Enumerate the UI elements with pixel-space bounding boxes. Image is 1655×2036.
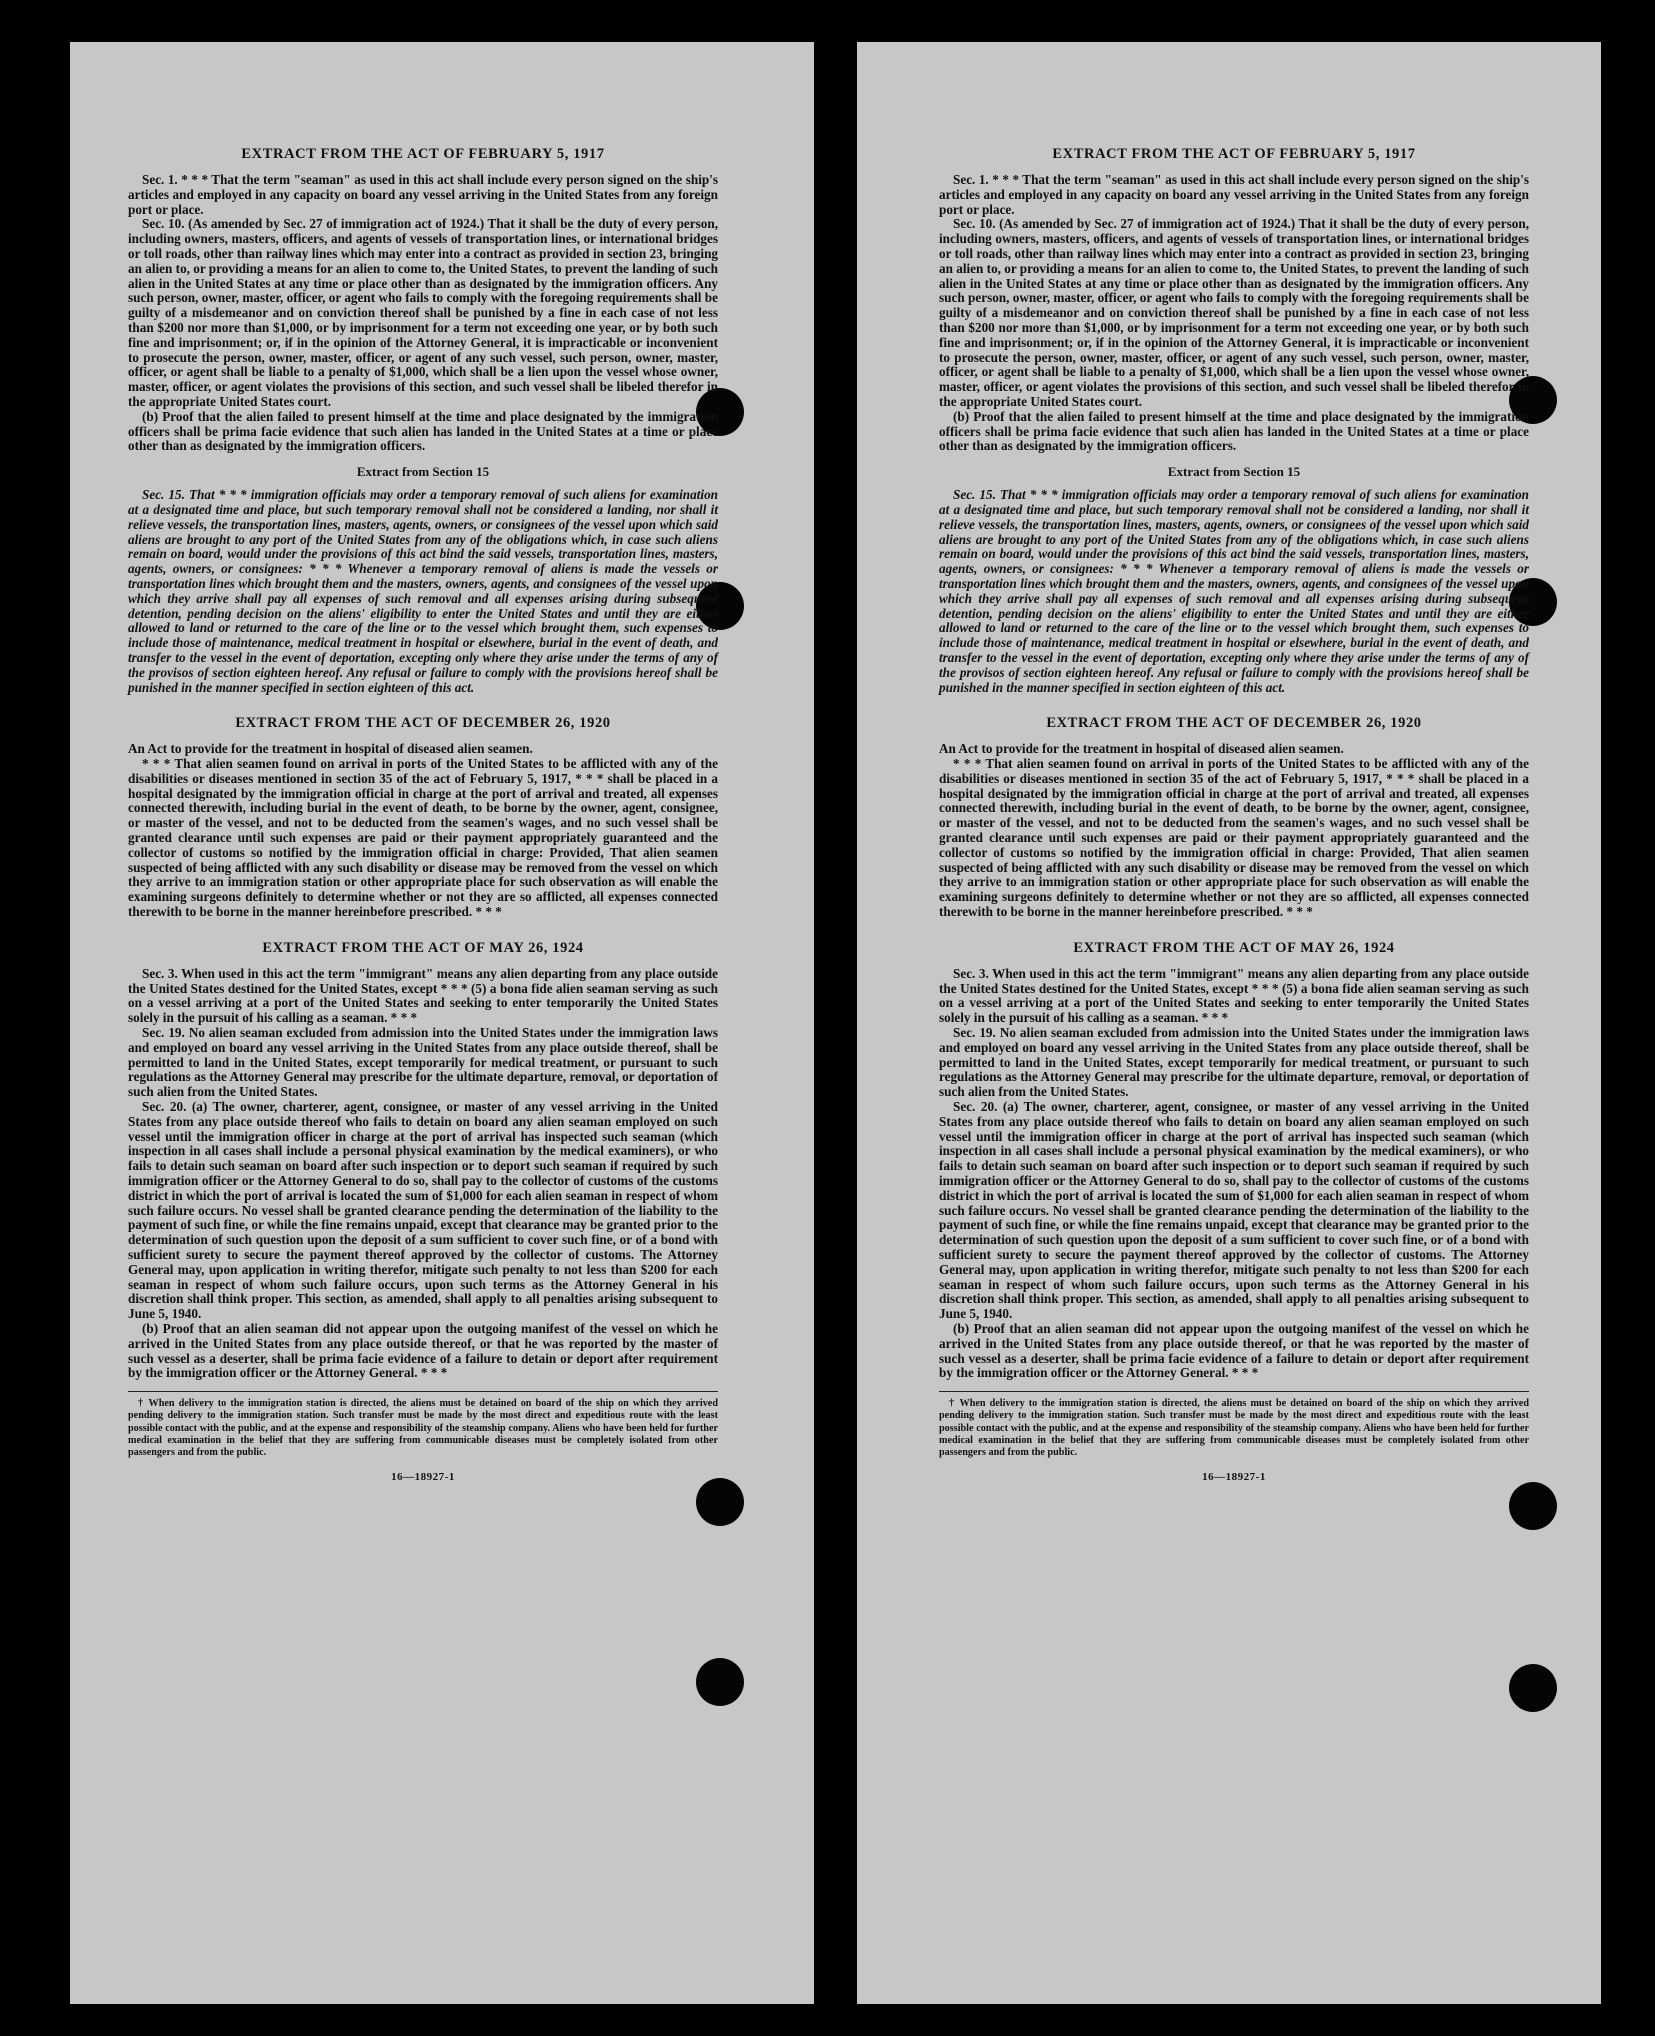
heading-act-1917: EXTRACT FROM THE ACT OF FEBRUARY 5, 1917	[241, 146, 605, 162]
subheading-section-15: Extract from Section 15	[356, 464, 490, 480]
footnote-rule	[128, 1391, 718, 1392]
form-code: 16—18927-1	[1202, 1471, 1266, 1484]
footnote: † When delivery to the immigration station is directed, the aliens must be detained on board of the ship on which they arrived pending delivery to the immigration station. Such transfer must be made by the most direct and expeditious route with the least possible contact with the public, and at the expense and responsibility of the steamship company. Aliens who have been held for further medical examination in the belief that they are suffering from communicable diseases must be completely isolated from other passengers and from the public.	[939, 1398, 1529, 1458]
paragraph-sec-10: Sec. 10. (As amended by Sec. 27 of immigration act of 1924.) That it shall be the duty of every person, including owners, masters, officers, and agents of vessels of transportation lines, or international bridges or toll roads, other than railway lines which may enter into a contract as provided in section 23, bringing an alien to, or providing a means for an alien to come to, the United States, to prevent the landing of such alien in the United States at any time or place other than as designated by the immigration officers. Any such person, owner, master, officer, or agent who fails to comply with the foregoing requirements shall be guilty of a misdemeanor and on conviction thereof shall be punished by a fine in each case of not less than $200 nor more than $1,000, or by imprisonment for a term not exceeding one year, or by both such fine and imprisonment; or, if in the opinion of the Attorney General, it is impracticable or inconvenient to prosecute the person, owner, master, officer, or agent of any such vessel, such person, owner, master, officer, or agent shall be liable to a penalty of $1,000, which shall be a lien upon the vessel whose owner, master, officer, or agent violates the provisions of this section, and such vessel shall be libeled therefor in the appropriate United States court.	[128, 216, 718, 409]
punch-hole	[1509, 1482, 1557, 1530]
paragraph-sec-1: Sec. 1. * * * That the term "seaman" as used in this act shall include every person signed on the ship's articles and employed in any capacity on board any vessel arriving in the United States from any foreign port or place.	[128, 172, 718, 217]
heading-act-1920: EXTRACT FROM THE ACT OF DECEMBER 26, 1920	[1046, 715, 1422, 732]
paragraph-sec-20b: (b) Proof that an alien seaman did not appear upon the outgoing manifest of the vessel on which he arrived in the United States from any place outside thereof, or that he was reported by the master of such vessel as a deserter, shall be prima facie evidence of a failure to detain or deport after requirement by the immigration officer or the Attorney General. * * *	[939, 1320, 1529, 1381]
paragraph-sec-1: Sec. 1. * * * That the term "seaman" as used in this act shall include every person signed on the ship's articles and employed in any capacity on board any vessel arriving in the United States from any foreign port or place.	[939, 172, 1529, 217]
subheading-section-15: Extract from Section 15	[1167, 464, 1301, 480]
paragraph-sec-19: Sec. 19. No alien seaman excluded from admission into the United States under the immigration laws and employed on board any vessel arriving in the United States from any place outside thereof, shall be permitted to land in the United States, except temporarily for medical treatment, or pursuant to such regulations as the Attorney General may prescribe for the ultimate departure, removal, or deportation of such alien from the United States.	[128, 1025, 718, 1100]
paragraph-sec-10: Sec. 10. (As amended by Sec. 27 of immigration act of 1924.) That it shall be the duty of every person, including owners, masters, officers, and agents of vessels of transportation lines, or international bridges or toll roads, other than railway lines which may enter into a contract as provided in section 23, bringing an alien to, or providing a means for an alien to come to, the United States, to prevent the landing of such alien in the United States at any time or place other than as designated by the immigration officers. Any such person, owner, master, officer, or agent who fails to comply with the foregoing requirements shall be guilty of a misdemeanor and on conviction thereof shall be punished by a fine in each case of not less than $200 nor more than $1,000, or by imprisonment for a term not exceeding one year, or by both such fine and imprisonment; or, if in the opinion of the Attorney General, it is impracticable or inconvenient to prosecute the person, owner, master, officer, or agent of any such vessel, such person, owner, master, officer, or agent shall be liable to a penalty of $1,000, which shall be a lien upon the vessel whose owner, master, officer, or agent violates the provisions of this section, and such vessel shall be libeled therefor in the appropriate United States court.	[939, 216, 1529, 409]
heading-act-1917: EXTRACT FROM THE ACT OF FEBRUARY 5, 1917	[1052, 146, 1416, 162]
paragraph-sec-20b: (b) Proof that an alien seaman did not appear upon the outgoing manifest of the vessel on which he arrived in the United States from any place outside thereof, or that he was reported by the master of such vessel as a deserter, shall be prima facie evidence of a failure to detain or deport after requirement by the immigration officer or the Attorney General. * * *	[128, 1320, 718, 1381]
paragraph-sec-10b: (b) Proof that the alien failed to present himself at the time and place designated by the immigration officers shall be prima facie evidence that such alien has landed in the United States at a time or place other than as designated by the immigration officers.	[128, 408, 718, 454]
paragraph-1920-body: * * * That alien seamen found on arrival in ports of the United States to be afflicted with any of the disabilities or diseases mentioned in section 35 of the act of February 5, 1917, * * * shall be placed in a hospital designated by the immigration official in charge at the port of arrival and treated, all expenses connected therewith, including burial in the event of death, to be borne by the owner, agent, consignee, or master of the vessel, and not to be deducted from the seamen's wages, and no such vessel shall be granted clearance until such expenses are paid or their payment appropriately guaranteed and the collector of customs so notified by the immigration official in charge: Provided, That alien seamen suspected of being afflicted with any such disability or disease may be removed from the vessel on which they arrive to an immigration station or other appropriate place for such observation as will enable the examining surgeons definitely to determine whether or not they are so afflicted, all expenses connected therewith to be borne in the manner hereinbefore prescribed. * * *	[128, 756, 718, 920]
heading-act-1924: EXTRACT FROM THE ACT OF MAY 26, 1924	[262, 939, 584, 956]
paragraph-sec-15: Sec. 15. That * * * immigration officials may order a temporary removal of such aliens for examination at a designated time and place, but such temporary removal shall not be considered a landing, nor shall it relieve vessels, the transportation lines, masters, agents, owners, or consignees of the vessel upon which said aliens are brought to any port of the United States from any of the obligations which, in case such aliens remain on board, would under the provisions of this act bind the said vessels, transportation lines, masters, agents, owners, or consignees: * * * Whenever a temporary removal of aliens is made the vessels or transportation lines which brought them and the masters, owners, agents, and consignees of the vessel upon which they arrive shall pay all expenses of such removal and all expenses arising during subsequent detention, pending decision on the aliens' eligibility to enter the United States and until they are either allowed to land or returned to the care of the line or to the vessel which brought them, such expenses to include those of maintenance, medical treatment in hospital or elsewhere, burial in the event of death, and transfer to the vessel in the event of deportation, excepting only where they arise under the terms of any of the provisos of section eighteen hereof. Any refusal or failure to comply with the provisions hereof shall be punished in the manner specified in section eighteen of this act.	[128, 487, 718, 695]
paragraph-sec-15: Sec. 15. That * * * immigration officials may order a temporary removal of such aliens for examination at a designated time and place, but such temporary removal shall not be considered a landing, nor shall it relieve vessels, the transportation lines, masters, agents, owners, or consignees of the vessel upon which said aliens are brought to any port of the United States from any of the obligations which, in case such aliens remain on board, would under the provisions of this act bind the said vessels, transportation lines, masters, agents, owners, or consignees: * * * Whenever a temporary removal of aliens is made the vessels or transportation lines which brought them and the masters, owners, agents, and consignees of the vessel upon which they arrive shall pay all expenses of such removal and all expenses arising during subsequent detention, pending decision on the aliens' eligibility to enter the United States and until they are either allowed to land or returned to the care of the line or to the vessel which brought them, such expenses to include those of maintenance, medical treatment in hospital or elsewhere, burial in the event of death, and transfer to the vessel in the event of deportation, excepting only where they arise under the terms of any of the provisos of section eighteen hereof. Any refusal or failure to comply with the provisions hereof shall be punished in the manner specified in section eighteen of this act.	[939, 487, 1529, 695]
paragraph-sec-10b: (b) Proof that the alien failed to present himself at the time and place designated by the immigration officers shall be prima facie evidence that such alien has landed in the United States at a time or place other than as designated by the immigration officers.	[939, 408, 1529, 454]
document-page-right	[857, 42, 1601, 2004]
punch-hole	[696, 1658, 744, 1706]
paragraph-sec-3: Sec. 3. When used in this act the term "immigrant" means any alien departing from any place outside the United States destined for the United States, except * * * (5) a bona fide alien seaman serving as such on a vessel arriving at a port of the United States and seeking to enter temporarily the United States solely in the pursuit of his calling as a seaman. * * *	[128, 965, 718, 1026]
document-page-left	[70, 42, 814, 2004]
paragraph-1920-title: An Act to provide for the treatment in hospital of diseased alien seamen.	[128, 741, 533, 757]
punch-hole	[696, 1478, 744, 1526]
footnote: † When delivery to the immigration station is directed, the aliens must be detained on board of the ship on which they arrived pending delivery to the immigration station. Such transfer must be made by the most direct and expeditious route with the least possible contact with the public, and at the expense and responsibility of the steamship company. Aliens who have been held for further medical examination in the belief that they are suffering from communicable diseases must be completely isolated from other passengers and from the public.	[128, 1398, 718, 1458]
form-code: 16—18927-1	[391, 1471, 455, 1484]
paragraph-1920-title: An Act to provide for the treatment in hospital of diseased alien seamen.	[939, 741, 1344, 757]
paragraph-sec-20: Sec. 20. (a) The owner, charterer, agent, consignee, or master of any vessel arriving in the United States from any place outside thereof who fails to detain on board any alien seaman employed on such vessel until the immigration officer in charge at the port of arrival has inspected such seaman (which inspection in all cases shall include a personal physical examination by the medical examiners), or who fails to detain such seaman on board after such inspection or to deport such seaman if required by such immigration officer or the Attorney General to do so, shall pay to the collector of customs of the customs district in which the port of arrival is located the sum of $1,000 for each alien seaman in respect of whom such failure occurs. No vessel shall be granted clearance pending the determination of the liability to the payment of such fine, or while the fine remains unpaid, except that clearance may be granted prior to the determination of such question upon the deposit of a sum sufficient to cover such fine, or of a bond with sufficient surety to secure the payment thereof approved by the collector of customs. The Attorney General may, upon application in writing therefor, mitigate such penalty to not less than $200 for each seaman in respect of whom such failure occurs, upon such terms as the Attorney General in his discretion shall think proper. This section, as amended, shall apply to all penalties arising subsequent to June 5, 1940.	[939, 1099, 1529, 1322]
footnote-rule	[939, 1391, 1529, 1392]
heading-act-1924: EXTRACT FROM THE ACT OF MAY 26, 1924	[1073, 939, 1395, 956]
paragraph-sec-3: Sec. 3. When used in this act the term "immigrant" means any alien departing from any place outside the United States destined for the United States, except * * * (5) a bona fide alien seaman serving as such on a vessel arriving at a port of the United States and seeking to enter temporarily the United States solely in the pursuit of his calling as a seaman. * * *	[939, 965, 1529, 1026]
paragraph-sec-19: Sec. 19. No alien seaman excluded from admission into the United States under the immigration laws and employed on board any vessel arriving in the United States from any place outside thereof, shall be permitted to land in the United States, except temporarily for medical treatment, or pursuant to such regulations as the Attorney General may prescribe for the ultimate departure, removal, or deportation of such alien from the United States.	[939, 1025, 1529, 1100]
paragraph-sec-20: Sec. 20. (a) The owner, charterer, agent, consignee, or master of any vessel arriving in the United States from any place outside thereof who fails to detain on board any alien seaman employed on such vessel until the immigration officer in charge at the port of arrival has inspected such seaman (which inspection in all cases shall include a personal physical examination by the medical examiners), or who fails to detain such seaman on board after such inspection or to deport such seaman if required by such immigration officer or the Attorney General to do so, shall pay to the collector of customs of the customs district in which the port of arrival is located the sum of $1,000 for each alien seaman in respect of whom such failure occurs. No vessel shall be granted clearance pending the determination of the liability to the payment of such fine, or while the fine remains unpaid, except that clearance may be granted prior to the determination of such question upon the deposit of a sum sufficient to cover such fine, or of a bond with sufficient surety to secure the payment thereof approved by the collector of customs. The Attorney General may, upon application in writing therefor, mitigate such penalty to not less than $200 for each seaman in respect of whom such failure occurs, upon such terms as the Attorney General in his discretion shall think proper. This section, as amended, shall apply to all penalties arising subsequent to June 5, 1940.	[128, 1099, 718, 1322]
page-content	[128, 146, 718, 1483]
paragraph-1920-body: * * * That alien seamen found on arrival in ports of the United States to be afflicted with any of the disabilities or diseases mentioned in section 35 of the act of February 5, 1917, * * * shall be placed in a hospital designated by the immigration official in charge at the port of arrival and treated, all expenses connected therewith, including burial in the event of death, to be borne by the owner, agent, consignee, or master of the vessel, and not to be deducted from the seamen's wages, and no such vessel shall be granted clearance until such expenses are paid or their payment appropriately guaranteed and the collector of customs so notified by the immigration official in charge: Provided, That alien seamen suspected of being afflicted with any such disability or disease may be removed from the vessel on which they arrive to an immigration station or other appropriate place for such observation as will enable the examining surgeons definitely to determine whether or not they are so afflicted, all expenses connected therewith to be borne in the manner hereinbefore prescribed. * * *	[939, 756, 1529, 920]
heading-act-1920: EXTRACT FROM THE ACT OF DECEMBER 26, 1920	[235, 715, 611, 732]
page-content	[939, 146, 1529, 1483]
punch-hole	[1509, 1664, 1557, 1712]
